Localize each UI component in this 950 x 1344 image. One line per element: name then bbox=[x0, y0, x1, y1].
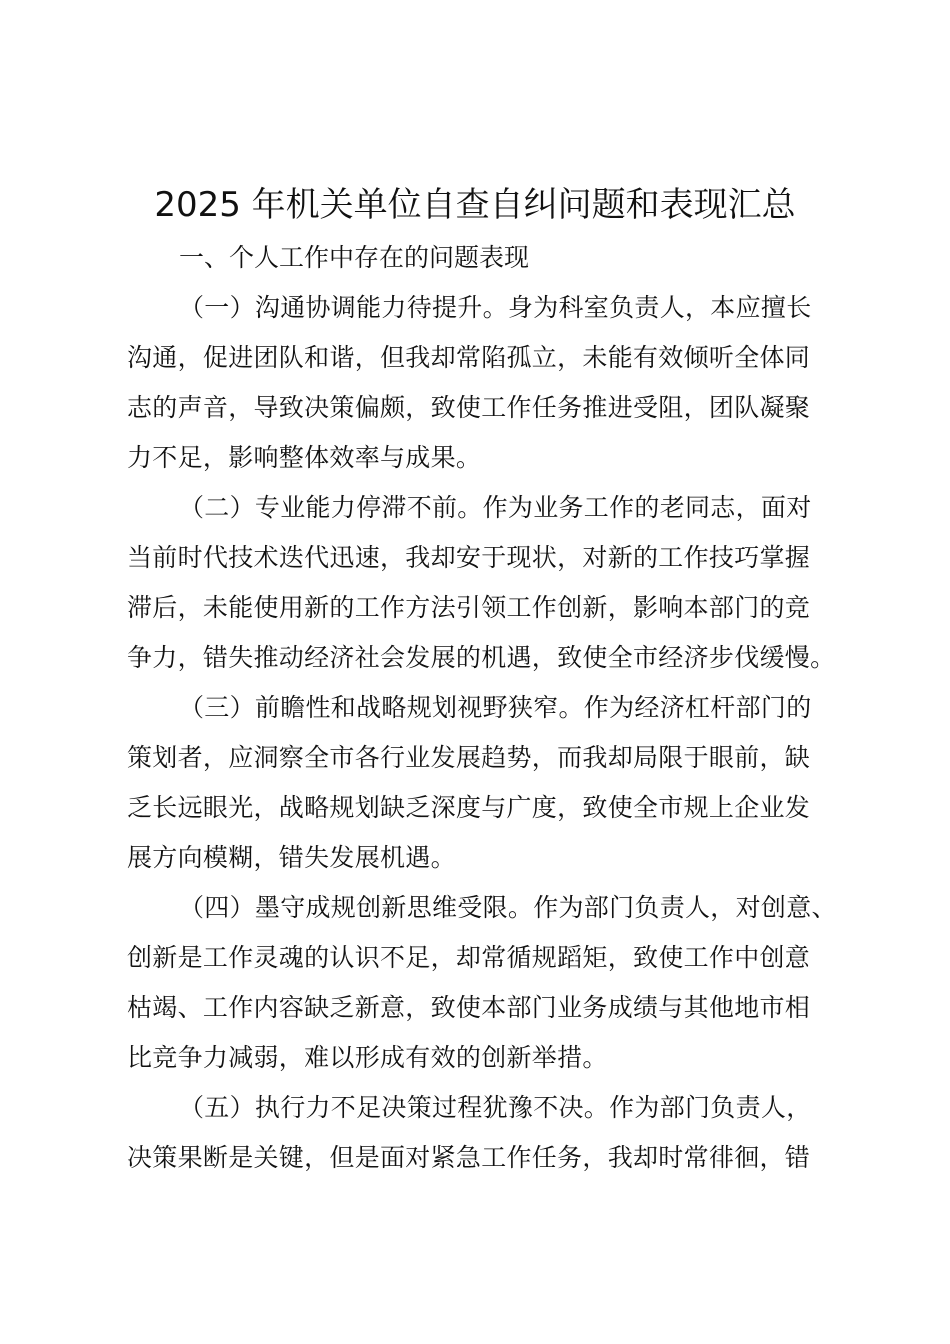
paragraph-line: 争力，错失推动经济社会发展的机遇，致使全市经济步伐缓慢。 bbox=[127, 643, 836, 672]
paragraph-line: 决策果断是关键，但是面对紧急工作任务，我却时常徘徊，错 bbox=[127, 1143, 811, 1172]
document-title: 2025 年机关单位自查自纠问题和表现汇总 bbox=[154, 185, 796, 225]
paragraph-3 bbox=[127, 683, 837, 883]
paragraph-4 bbox=[127, 883, 837, 1083]
paragraph-line: 沟通，促进团队和谐，但我却常陷孤立，未能有效倾听全体同 bbox=[127, 343, 811, 372]
paragraph-line: 比竞争力减弱，难以形成有效的创新举措。 bbox=[127, 1043, 608, 1072]
paragraph-line: 滞后，未能使用新的工作方法引领工作创新，影响本部门的竞 bbox=[127, 593, 811, 622]
paragraph-line: 乏长远眼光，战略规划缺乏深度与广度，致使全市规上企业发 bbox=[127, 793, 811, 822]
paragraph-line: （四）墨守成规创新思维受限。作为部门负责人，对创意、 bbox=[179, 893, 837, 922]
paragraph-line: 展方向模糊，错失发展机遇。 bbox=[127, 843, 456, 872]
document-body bbox=[127, 233, 837, 1183]
section-heading: 一、个人工作中存在的问题表现 bbox=[179, 243, 530, 272]
paragraph-line: 当前时代技术迭代迅速，我却安于现状，对新的工作技巧掌握 bbox=[127, 543, 811, 572]
paragraph-line: （一）沟通协调能力待提升。身为科室负责人，本应擅长 bbox=[179, 293, 812, 322]
paragraph-line: 策划者，应洞察全市各行业发展趋势，而我却局限于眼前，缺 bbox=[127, 743, 811, 772]
paragraph-5 bbox=[127, 1083, 837, 1183]
paragraph-line: 创新是工作灵魂的认识不足，却常循规蹈矩，致使工作中创意 bbox=[127, 943, 811, 972]
paragraph-1 bbox=[127, 283, 837, 483]
paragraph-line: （二）专业能力停滞不前。作为业务工作的老同志，面对 bbox=[179, 493, 812, 522]
paragraph-line: （三）前瞻性和战略规划视野狭窄。作为经济杠杆部门的 bbox=[179, 693, 812, 722]
paragraph-line: 志的声音，导致决策偏颇，致使工作任务推进受阻，团队凝聚 bbox=[127, 393, 811, 422]
paragraph-line: 枯竭、工作内容缺乏新意，致使本部门业务成绩与其他地市相 bbox=[127, 993, 811, 1022]
paragraph-line: 力不足，影响整体效率与成果。 bbox=[127, 443, 482, 472]
paragraph-line: （五）执行力不足决策过程犹豫不决。作为部门负责人， bbox=[179, 1093, 812, 1122]
paragraph-2 bbox=[127, 483, 837, 683]
